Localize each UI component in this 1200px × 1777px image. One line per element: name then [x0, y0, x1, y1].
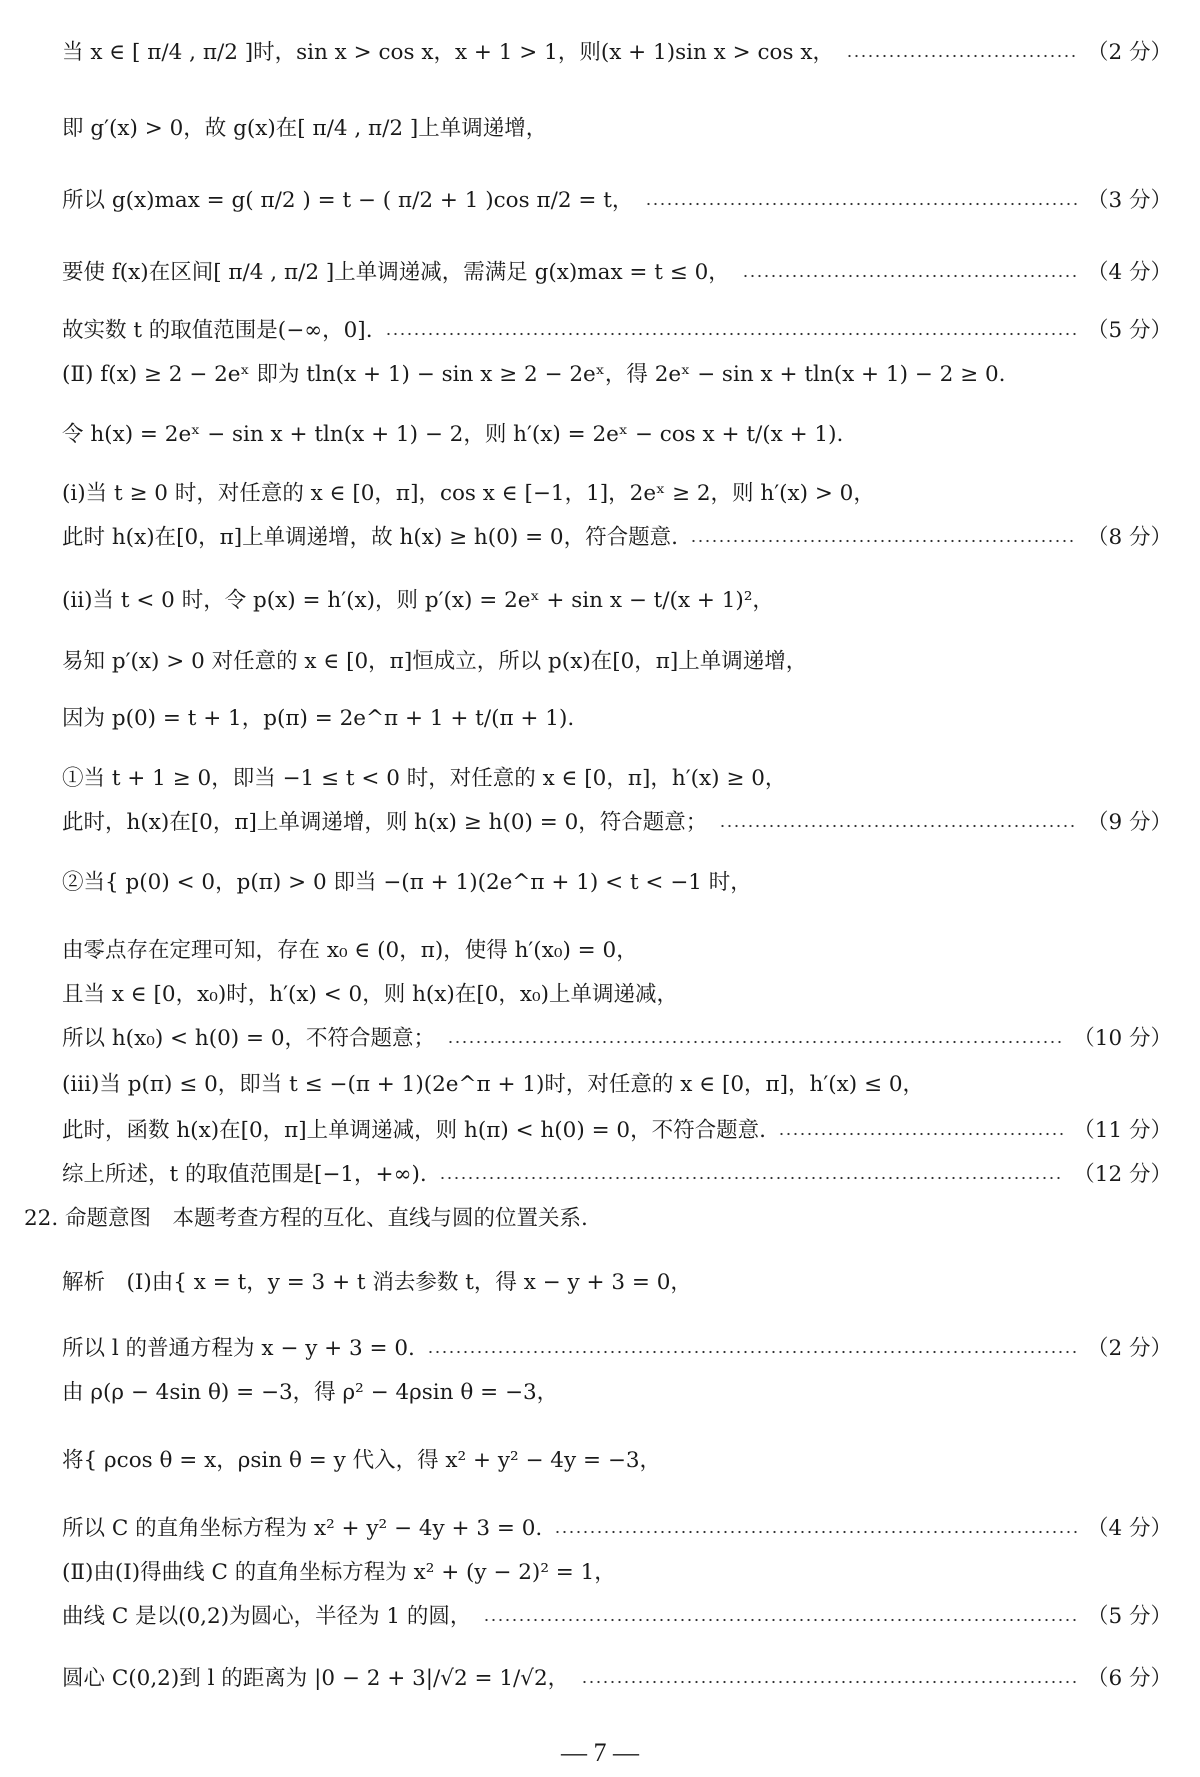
- leader-dots: [447, 1040, 1063, 1044]
- score: （5 分）: [1086, 318, 1172, 343]
- line-30: 圆心 C(0,2)到 l 的距离为 |0 − 2 + 3|/√2 = 1/√2， （6 分）: [62, 1666, 1172, 1691]
- line-27: 所以 C 的直角坐标方程为 x² + y² − 4y + 3 = 0. （4 分）: [62, 1516, 1172, 1541]
- line-1: 当 x ∈ [ π/4 , π/2 ]时，sin x > cos x，x + 1 > 1，则(x + 1)sin x > cos x， （2 分）: [62, 40, 1172, 65]
- line-7: 令 h(x) = 2eˣ − sin x + tln(x + 1) − 2，则 h′(x) = 2eˣ − cos x + t/(x + 1).: [62, 422, 844, 447]
- line-24: 所以 l 的普通方程为 x − y + 3 = 0. （2 分）: [62, 1336, 1172, 1361]
- line-4: 要使 f(x)在区间[ π/4 , π/2 ]上单调递减，需满足 g(x)max = t ≤ 0， （4 分）: [62, 260, 1172, 285]
- leader-dots: [645, 202, 1077, 206]
- score: （8 分）: [1086, 525, 1172, 550]
- score: （11 分）: [1073, 1118, 1172, 1143]
- line-17: 且当 x ∈ [0，x₀)时，h′(x) < 0，则 h(x)在[0，x₀)上单调递减，: [62, 982, 679, 1007]
- line-11: 易知 p′(x) > 0 对任意的 x ∈ [0，π]恒成立，所以 p(x)在[0，π]上单调递增，: [62, 649, 808, 674]
- line-5: 故实数 t 的取值范围是(−∞，0]. （5 分）: [62, 318, 1172, 343]
- score: （4 分）: [1086, 1516, 1172, 1541]
- leader-dots: [385, 332, 1077, 336]
- score: （6 分）: [1086, 1666, 1172, 1691]
- leader-dots: [427, 1350, 1077, 1354]
- leader-dots: [742, 274, 1077, 278]
- line-13: ①当 t + 1 ≥ 0，即当 −1 ≤ t < 0 时，对任意的 x ∈ [0，π]，h′(x) ≥ 0，: [62, 766, 787, 791]
- line-3: 所以 g(x)max = g( π/2 ) = t − ( π/2 + 1 )cos π/2 = t， （3 分）: [62, 188, 1172, 213]
- line-6: (Ⅱ) f(x) ≥ 2 − 2eˣ 即为 tln(x + 1) − sin x ≥ 2 − 2eˣ，得 2eˣ − sin x + tln(x + 1) − 2 ≥ 0.: [62, 362, 1006, 387]
- line-2: 即 g′(x) > 0，故 g(x)在[ π/4 , π/2 ]上单调递增，: [62, 116, 548, 141]
- leader-dots: [846, 54, 1077, 58]
- page-number: — 7 —: [561, 1738, 639, 1767]
- line-18: 所以 h(x₀) < h(0) = 0，不符合题意； （10 分）: [62, 1026, 1172, 1051]
- line-25: 由 ρ(ρ − 4sin θ) = −3，得 ρ² − 4ρsin θ = −3，: [62, 1380, 559, 1405]
- score: （3 分）: [1086, 188, 1172, 213]
- line-23: 解析 (Ⅰ)由{ x = t，y = 3 + t 消去参数 t，得 x − y + 3 = 0，: [62, 1270, 692, 1295]
- score: （5 分）: [1086, 1604, 1172, 1629]
- line-21: 综上所述，t 的取值范围是[−1，+∞). （12 分）: [62, 1162, 1172, 1187]
- line-12: 因为 p(0) = t + 1，p(π) = 2e^π + 1 + t/(π + 1).: [62, 706, 575, 731]
- line-10: (ⅱ)当 t < 0 时，令 p(x) = h′(x)，则 p′(x) = 2eˣ + sin x − t/(x + 1)²，: [62, 588, 774, 613]
- score: （12 分）: [1073, 1162, 1172, 1187]
- line-16: 由零点存在定理可知，存在 x₀ ∈ (0，π)，使得 h′(x₀) = 0，: [62, 938, 638, 963]
- score: （9 分）: [1086, 810, 1172, 835]
- leader-dots: [581, 1680, 1077, 1684]
- score: （10 分）: [1073, 1026, 1172, 1051]
- score: （4 分）: [1086, 260, 1172, 285]
- score: （2 分）: [1086, 1336, 1172, 1361]
- line-19: (ⅲ)当 p(π) ≤ 0，即当 t ≤ −(π + 1)(2e^π + 1)时，对任意的 x ∈ [0，π]，h′(x) ≤ 0，: [62, 1072, 925, 1097]
- line-29: 曲线 C 是以(0,2)为圆心，半径为 1 的圆， （5 分）: [62, 1604, 1172, 1629]
- score: （2 分）: [1086, 40, 1172, 65]
- leader-dots: [483, 1618, 1077, 1622]
- leader-dots: [439, 1176, 1064, 1180]
- leader-dots: [690, 539, 1077, 543]
- leader-dots: [719, 824, 1077, 828]
- leader-dots: [778, 1132, 1063, 1136]
- line-9: 此时 h(x)在[0，π]上单调递增，故 h(x) ≥ h(0) = 0，符合题意. （8 分）: [62, 525, 1172, 550]
- line-28: (Ⅱ)由(Ⅰ)得曲线 C 的直角坐标方程为 x² + (y − 2)² = 1，: [62, 1560, 616, 1585]
- line-20: 此时，函数 h(x)在[0，π]上单调递减，则 h(π) < h(0) = 0，不符合题意. （11 分）: [62, 1118, 1172, 1143]
- line-26: 将{ ρcos θ = x，ρsin θ = y 代入，得 x² + y² − 4y = −3，: [62, 1448, 662, 1473]
- line-14: 此时，h(x)在[0，π]上单调递增，则 h(x) ≥ h(0) = 0，符合题意； （9 分）: [62, 810, 1172, 835]
- line-8: (ⅰ)当 t ≥ 0 时，对任意的 x ∈ [0，π]，cos x ∈ [−1，1]，2eˣ ≥ 2，则 h′(x) > 0，: [62, 481, 875, 506]
- line-15: ②当{ p(0) < 0，p(π) > 0 即当 −(π + 1)(2e^π + 1) < t < −1 时，: [62, 870, 752, 895]
- leader-dots: [554, 1530, 1077, 1534]
- question-22-heading: 22. 命题意图 本题考查方程的互化、直线与圆的位置关系.: [24, 1206, 588, 1231]
